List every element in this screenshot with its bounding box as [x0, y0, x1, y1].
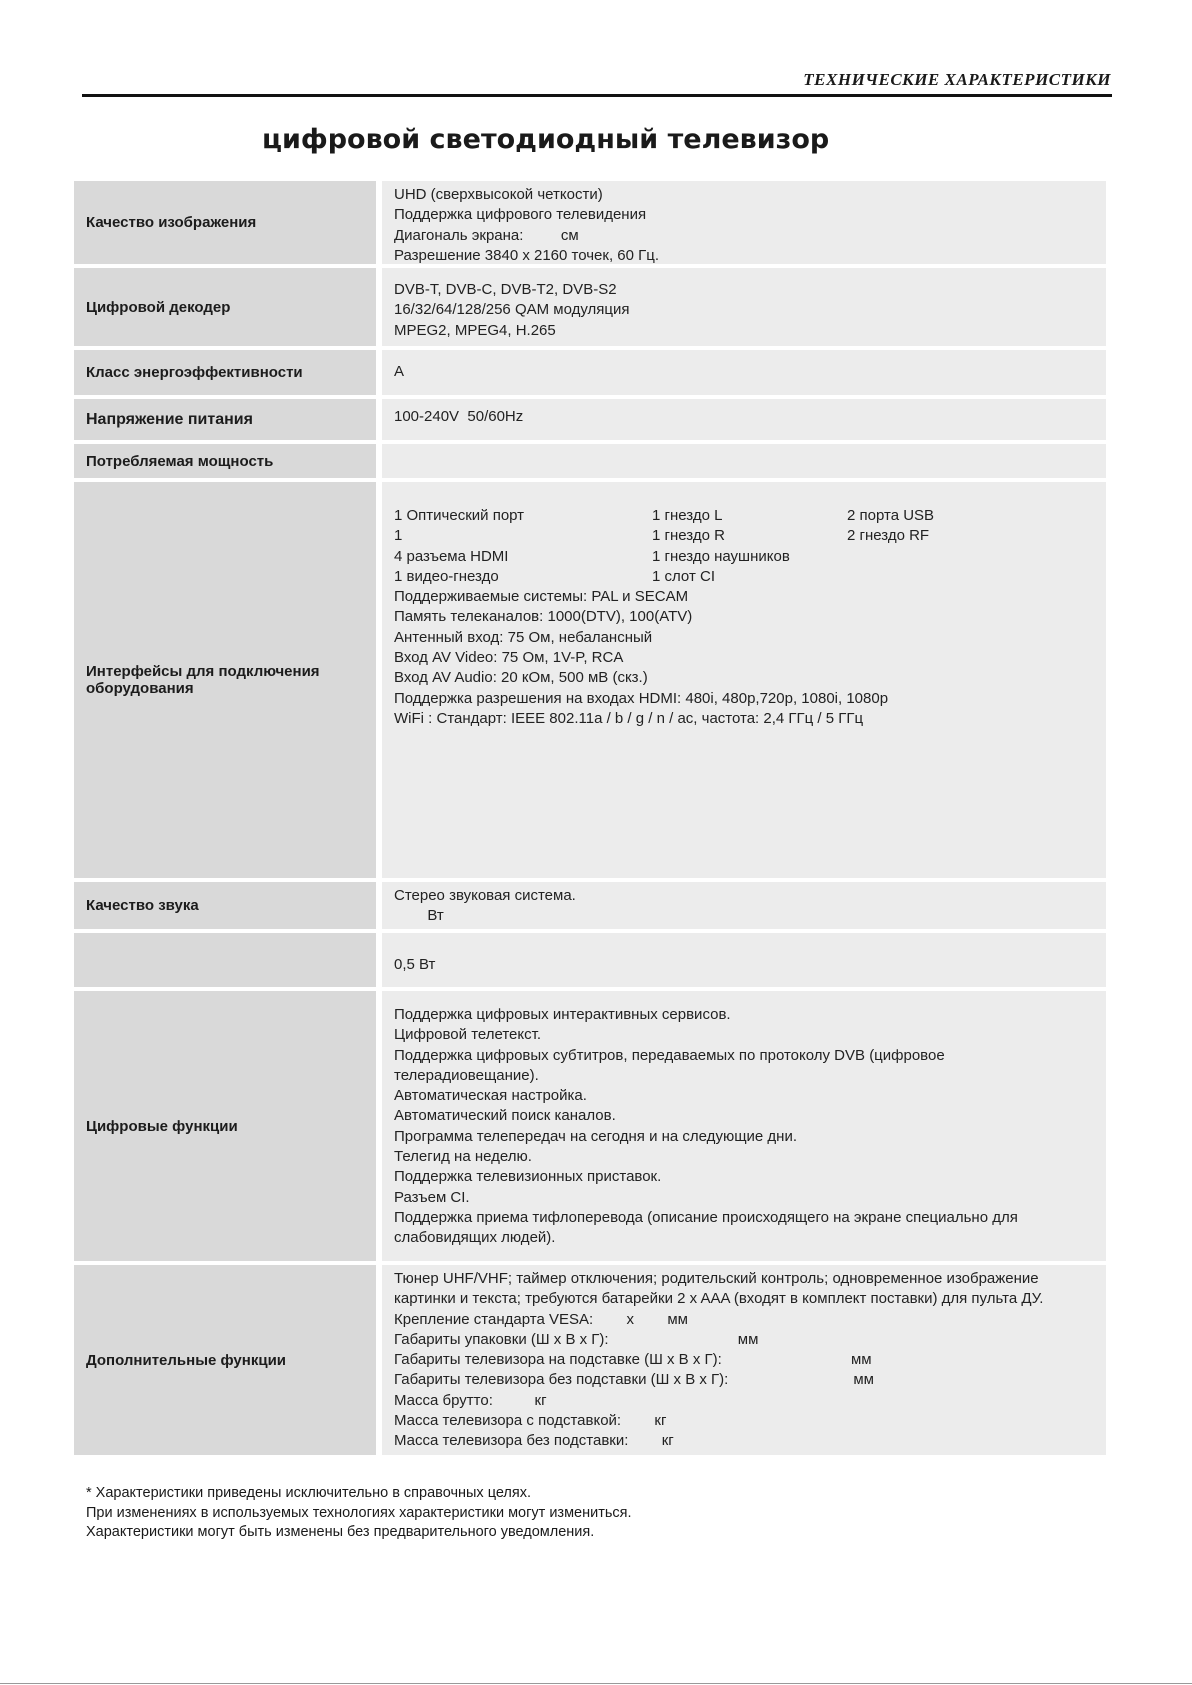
spec-line: Память телеканалов: 1000(DTV), 100(ATV) — [394, 608, 693, 626]
port-item: 2 порта USB — [847, 507, 935, 524]
port-item: 1 — [394, 527, 403, 545]
spec-row-interfaces — [74, 482, 1106, 878]
spec-row-digital — [74, 991, 1106, 1261]
port-item: 1 Оптический порт — [394, 507, 525, 524]
port-item: 1 гнездо наушников — [652, 547, 790, 565]
spec-line: Автоматическая настройка. — [394, 1087, 587, 1105]
spec-line: Диагональ экрана: см — [394, 226, 579, 244]
spec-line: Поддержка цифровых интерактивных сервисов. — [394, 1006, 731, 1023]
document-title: цифровой светодиодный телевизор — [262, 124, 830, 155]
spec-row-power — [74, 444, 1106, 478]
spec-line: Вход AV Audio: 20 кОм, 500 мВ (скз.) — [394, 669, 648, 687]
spec-line: картинки и текста; требуются батарейки 2 x AAA (входят в комплект поставки) для пульта ДУ. — [394, 1290, 1044, 1308]
spec-label-line: оборудования — [86, 680, 194, 697]
spec-label: Дополнительные функции — [74, 1265, 376, 1455]
spec-value — [382, 350, 1106, 395]
spec-line: Поддержка разрешения на входах HDMI: 480i, 480p,720p, 1080i, 1080p — [394, 689, 889, 707]
spec-label: Класс энергоэффективности — [74, 350, 376, 395]
spec-label-line: Интерфейсы для подключения — [86, 663, 320, 680]
interfaces-grid — [394, 506, 1094, 587]
spec-line: Масса телевизора без подставки: кг — [394, 1432, 674, 1450]
port-item: 1 гнездо L — [652, 507, 723, 524]
spec-row-standby — [74, 933, 1106, 987]
spec-row-extra — [74, 1265, 1106, 1455]
footnote — [86, 1484, 632, 1543]
spec-line: Поддержка цифрового телевидения — [394, 206, 647, 224]
spec-label — [74, 933, 376, 987]
spec-row-picture — [74, 181, 1106, 264]
port-item — [847, 567, 1094, 587]
spec-line: WiFi : Стандарт: IEEE 802.11a / b / g / n / ac, частота: 2,4 ГГц / 5 ГГц — [394, 709, 864, 727]
port-item: 4 разъема HDMI — [394, 547, 509, 565]
spec-line: 100-240V 50/60Hz — [394, 408, 524, 425]
spec-value — [382, 268, 1106, 346]
spec-line: Цифровой телетекст. — [394, 1026, 541, 1044]
bottom-rule — [0, 1683, 1192, 1684]
spec-value — [382, 1265, 1106, 1455]
spec-line: телерадиовещание). — [394, 1066, 539, 1084]
port-item: 1 гнездо R — [652, 527, 725, 545]
spec-line: Масса брутто: кг — [394, 1391, 547, 1409]
spec-line: Вход AV Video: 75 Ом, 1V-P, RCA — [394, 649, 624, 667]
spec-value — [382, 933, 1106, 987]
spec-line: Стерео звуковая система. — [394, 887, 576, 904]
spec-line: Масса телевизора с подставкой: кг — [394, 1412, 667, 1430]
spec-line: Габариты телевизора на подставке (Ш x В x Г): мм — [394, 1351, 872, 1369]
spec-row-energy — [74, 350, 1106, 395]
spec-line: A — [394, 363, 405, 380]
port-item: 2 гнездо RF — [847, 527, 930, 545]
spec-line: Антенный вход: 75 Ом, небалансный — [394, 628, 653, 646]
footnote-line: Характеристики могут быть изменены без предварительного уведомления. — [86, 1524, 595, 1540]
spec-line: Поддержка цифровых субтитров, передаваемых по протоколу DVB (цифровое — [394, 1046, 945, 1064]
spec-row-sound — [74, 882, 1106, 929]
spec-line: Разрешение 3840 x 2160 точек, 60 Гц. — [394, 246, 660, 264]
spec-value — [382, 444, 1106, 478]
spec-value — [382, 181, 1106, 264]
section-title: ТЕХНИЧЕСКИЕ ХАРАКТЕРИСТИКИ — [803, 70, 1111, 89]
spec-line: Программа телепередач на сегодня и на следующие дни. — [394, 1127, 798, 1145]
spec-line: Поддержка телевизионных приставок. — [394, 1168, 662, 1186]
port-item: 1 видео-гнездо — [394, 567, 499, 585]
port-item — [847, 547, 1094, 567]
spec-line: UHD (сверхвысокой четкости) — [394, 186, 603, 203]
spec-value — [382, 482, 1106, 878]
spec-line: Габариты упаковки (Ш x В x Г): мм — [394, 1330, 759, 1348]
spec-line: MPEG2, MPEG4, H.265 — [394, 321, 556, 339]
spec-line: Разъем CI. — [394, 1188, 470, 1206]
spec-line: Поддерживаемые системы: PAL и SECAM — [394, 588, 689, 606]
spec-line: Поддержка приема тифлоперевода (описание происходящего на экране специально для — [394, 1208, 1018, 1226]
spec-label: Напряжение питания — [74, 399, 376, 440]
spec-label — [74, 482, 376, 878]
footnote-line: При изменениях в используемых технологиях характеристики могут измениться. — [86, 1504, 632, 1521]
spec-value — [382, 882, 1106, 929]
spec-label: Качество звука — [74, 882, 376, 929]
spec-line: DVB-T, DVB-C, DVB-T2, DVB-S2 — [394, 281, 617, 298]
spec-table — [74, 181, 1106, 1459]
spec-value — [382, 399, 1106, 440]
spec-line: 16/32/64/128/256 QAM модуляция — [394, 301, 630, 319]
footnote-line: * Характеристики приведены исключительно в справочных целях. — [86, 1485, 532, 1501]
spec-row-voltage — [74, 399, 1106, 440]
header-rule — [82, 94, 1112, 97]
spec-line: Вт — [394, 907, 444, 925]
spec-label: Качество изображения — [74, 181, 376, 264]
spec-line: 0,5 Вт — [394, 956, 436, 973]
spec-line: Крепление стандарта VESA: x мм — [394, 1310, 688, 1328]
spec-row-decoder — [74, 268, 1106, 346]
spec-label: Цифровой декодер — [74, 268, 376, 346]
spec-line: Тюнер UHF/VHF; таймер отключения; родительский контроль; одновременное изображение — [394, 1270, 1039, 1287]
spec-line: слабовидящих людей). — [394, 1229, 556, 1247]
spec-line: Автоматический поиск каналов. — [394, 1107, 616, 1125]
spec-value — [382, 991, 1106, 1261]
spec-line: Телегид на неделю. — [394, 1148, 532, 1166]
spec-label: Цифровые функции — [74, 991, 376, 1261]
port-item: 1 слот CI — [652, 567, 715, 585]
spec-line: Габариты телевизора без подставки (Ш x В x Г): мм — [394, 1371, 874, 1389]
spec-label: Потребляемая мощность — [74, 444, 376, 478]
